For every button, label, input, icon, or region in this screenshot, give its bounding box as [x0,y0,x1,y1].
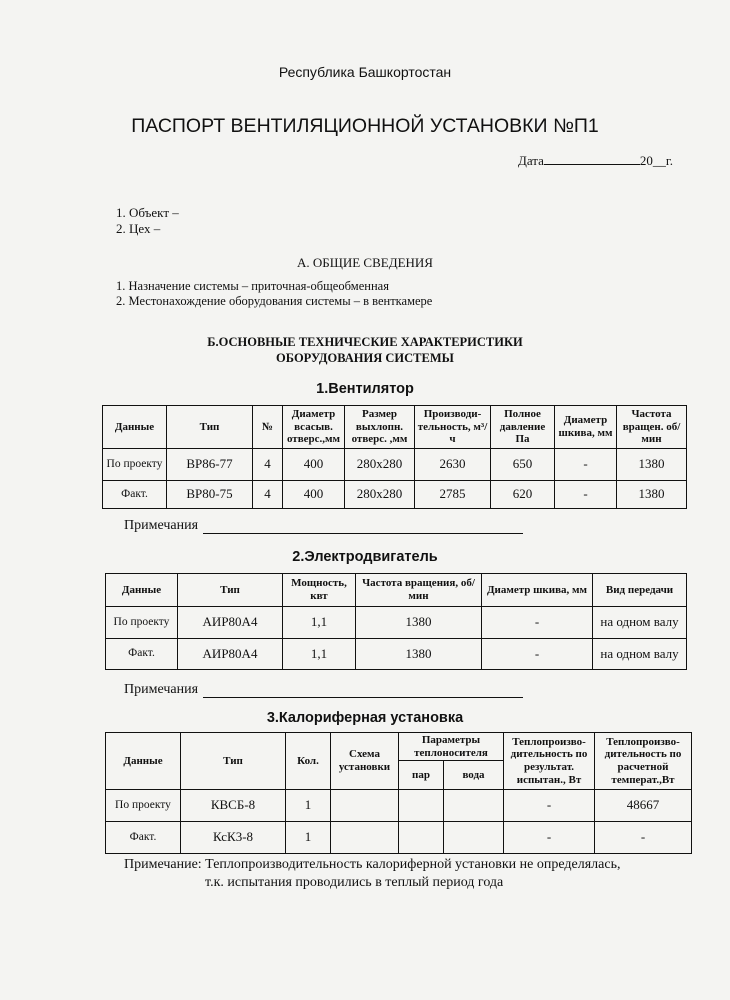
table-cell: 620 [491,481,555,509]
motor-col-data: Данные [106,574,178,607]
section-a-title: А. ОБЩИЕ СВЕДЕНИЯ [297,255,433,270]
table-cell: - [555,449,617,481]
table-cell: Факт. [106,639,178,670]
table-cell: КВСБ-8 [181,790,286,822]
heater-col-data: Данные [106,733,181,790]
fan-col-pulley: Диаметр шкива, мм [555,406,617,449]
table-cell: 1,1 [283,607,356,639]
table-cell: Факт. [106,822,181,854]
table-cell: 48667 [595,790,692,822]
table-cell: По проекту [103,449,167,481]
motor-section-title: 2.Электродвигатель [292,549,438,565]
motor-note-line [203,697,523,698]
page-title: ПАСПОРТ ВЕНТИЛЯЦИОННОЙ УСТАНОВКИ №П1 [131,115,599,137]
motor-col-power: Мощность, квт [283,574,356,607]
table-cell: - [504,790,595,822]
table-row [103,449,687,481]
motor-col-drive: Вид передачи [593,574,687,607]
heater-section-title: 3.Калориферная установка [266,710,464,726]
table-cell: 1380 [356,607,482,639]
table-cell [444,822,504,854]
fan-header-row [103,406,687,449]
table-cell: КсК3-8 [181,822,286,854]
fan-col-pressure: Полное давление Па [491,406,555,449]
table-cell: 1 [286,822,331,854]
heater-note-line-2: т.к. испытания проводились в теплый период года [205,875,504,890]
table-cell: 1380 [356,639,482,670]
fan-table [102,405,687,509]
heater-col-qty: Кол. [286,733,331,790]
table-cell: По проекту [106,790,181,822]
table-cell [444,790,504,822]
fan-col-inlet-diameter: Диаметр всасыв. отверс.,мм [283,406,345,449]
table-cell: 1,1 [283,639,356,670]
table-cell: 650 [491,449,555,481]
table-cell [399,822,444,854]
table-cell: 400 [283,449,345,481]
fan-col-number: № [253,406,283,449]
heater-col-steam: пар [399,761,444,790]
table-cell [399,790,444,822]
system-purpose: 1. Назначение системы – приточная-общеобменная [116,279,389,293]
table-cell: 400 [283,481,345,509]
table-cell: 280х280 [345,449,415,481]
fan-section-title: 1.Вентилятор [316,381,414,397]
table-cell [331,822,399,854]
heater-col-heat-test: Теплопроизво-дительность по результат. испытан., Вт [504,733,595,790]
object-line: 1. Объект – [116,205,179,220]
table-cell: 2630 [415,449,491,481]
table-cell: - [482,639,593,670]
fan-col-speed: Частота вращен. об/мин [617,406,687,449]
fan-col-type: Тип [167,406,253,449]
motor-header-row [106,574,687,607]
section-b-title-1: Б.ОСНОВНЫЕ ТЕХНИЧЕСКИЕ ХАРАКТЕРИСТИКИ [207,335,523,349]
motor-col-type: Тип [178,574,283,607]
motor-note-label: Примечания [124,682,199,697]
heater-note-line-1: Примечание: Теплопроизводительность калориферной установки не определялась, [124,857,621,872]
fan-col-capacity: Производи-тельность, м³/ч [415,406,491,449]
table-cell: - [482,607,593,639]
table-cell: 1 [286,790,331,822]
fan-note-label: Примечания [124,518,199,533]
heater-col-params: Параметры теплоносителя [399,733,504,761]
table-cell: 2785 [415,481,491,509]
table-cell: - [595,822,692,854]
fan-note-line [203,533,523,534]
table-cell: - [504,822,595,854]
fan-col-outlet-size: Размер выхлопн. отверс. ,мм [345,406,415,449]
table-cell: Факт. [103,481,167,509]
heater-col-heat-calc: Теплопроизво-дительность по расчетной температ.,Вт [595,733,692,790]
fan-col-data: Данные [103,406,167,449]
table-cell: По проекту [106,607,178,639]
table-cell [331,790,399,822]
heater-col-water: вода [444,761,504,790]
motor-col-pulley: Диаметр шкива, мм [482,574,593,607]
heater-col-type: Тип [181,733,286,790]
table-cell: 1380 [617,481,687,509]
table-cell: - [555,481,617,509]
republic-heading: Республика Башкортостан [278,64,452,80]
date-label: Дата [518,153,544,168]
table-cell: на одном валу [593,607,687,639]
table-row [103,481,687,509]
date-field [518,153,673,169]
motor-table [105,573,687,670]
table-row [106,639,687,670]
heater-table [105,732,692,854]
table-cell: 280х280 [345,481,415,509]
equipment-location: 2. Местонахождение оборудования системы – в венткамере [116,294,433,308]
table-row [106,822,692,854]
table-cell: АИР80А4 [178,639,283,670]
date-year: 20__г. [639,153,674,168]
table-row [106,790,692,822]
heater-col-scheme: Схема установки [331,733,399,790]
table-cell: 4 [253,481,283,509]
table-cell: АИР80А4 [178,607,283,639]
table-cell: на одном валу [593,639,687,670]
section-b-title-2: ОБОРУДОВАНИЯ СИСТЕМЫ [276,351,454,365]
heater-header-row [106,733,692,761]
shop-line: 2. Цех – [116,221,161,236]
motor-col-speed: Частота вращения, об/мин [356,574,482,607]
table-row [106,607,687,639]
table-cell: ВР80-75 [167,481,253,509]
table-cell: 1380 [617,449,687,481]
table-cell: ВР86-77 [167,449,253,481]
table-cell: 4 [253,449,283,481]
